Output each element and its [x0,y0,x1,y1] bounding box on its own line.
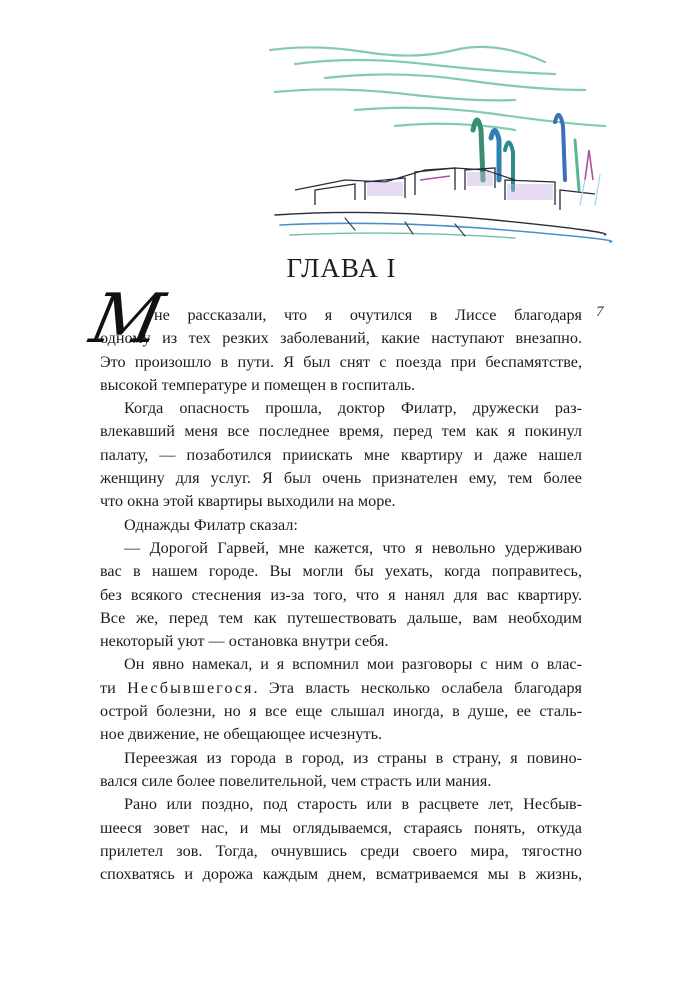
text-line: палату, — позаботился приискать мне квартиру и даже нашел [100,445,582,464]
paragraph [100,514,582,537]
paragraph [100,747,582,794]
text-line: женщину для услуг. Я был очень признателен ему, тем более [100,469,582,488]
text-line: острой болезни, но я все еще слышал иногда, в душе, ее сталь- [100,702,582,721]
text-line: одному из тех резких заболеваний, какие наступают внезапно. [100,329,582,348]
seaside-town-sketch-icon [255,30,615,255]
text-line: вался силе более повелительной, чем страсть или мания. [100,771,492,790]
text-line: Переезжая из города в город, из страны в страну, я повино- [124,748,582,767]
text-line: Рано или поздно, под старость или в расцвете лет, Несбыв- [124,795,582,814]
paragraph [100,397,582,513]
text-line: вас в нашем городе. Вы могли бы уехать, когда поправитесь, [100,562,582,581]
emphasized-word: Несбывшегося [127,678,254,697]
drop-cap: М [83,280,171,359]
text-line: Все же, перед тем как путешествовать дальше, вам необходим [100,608,582,627]
text-line: М не рассказали, что я очутился в Лиссе благодаря [83,280,582,359]
text-line: Он явно намекал, и я вспомнил мои разговоры с ним о влас- [124,655,582,674]
paragraph [100,537,582,653]
text-line: Когда опасность прошла, доктор Филатр, дружески раз- [124,399,582,418]
text-line: что окна этой квартиры выходили на море. [100,492,396,511]
text-line: некоторый уют — остановка внутри себя. [100,632,389,651]
text-line: ти Несбывшегося. Эта власть несколько ослабела благодаря [100,678,582,697]
text-line: прилетел зов. Тогда, очнувшись среди своего мира, тягостно [100,841,582,860]
text-line: шееся зовет нас, и мы оглядываемся, стараясь понять, откуда [100,818,582,837]
page-number: 7 [596,304,604,320]
text-line: без всякого стеснения из-за того, что я нанял для вас квартиру. [100,585,582,604]
text-line: ное движение, не обещающее исчезнуть. [100,725,383,744]
paragraph [83,280,582,397]
text-line: спохватясь и дорожа каждым днем, всматриваемся мы в жизнь, [100,865,582,884]
paragraph [100,793,582,886]
text-line: — Дорогой Гарвей, мне кажется, что я невольно удерживаю [124,538,582,557]
chapter-title: ГЛАВА I [286,253,397,283]
text-line: высокой температуре и помещен в госпиталь. [100,375,416,394]
text-line: влекавший меня все последнее время, перед тем как я покинул [100,422,582,441]
chapter-body [83,280,582,886]
text-line: Однажды Филатр сказал: [124,515,298,534]
paragraph [100,653,582,746]
text-line: Это произошло в пути. Я был снят с поезда при беспамятстве, [100,352,582,371]
